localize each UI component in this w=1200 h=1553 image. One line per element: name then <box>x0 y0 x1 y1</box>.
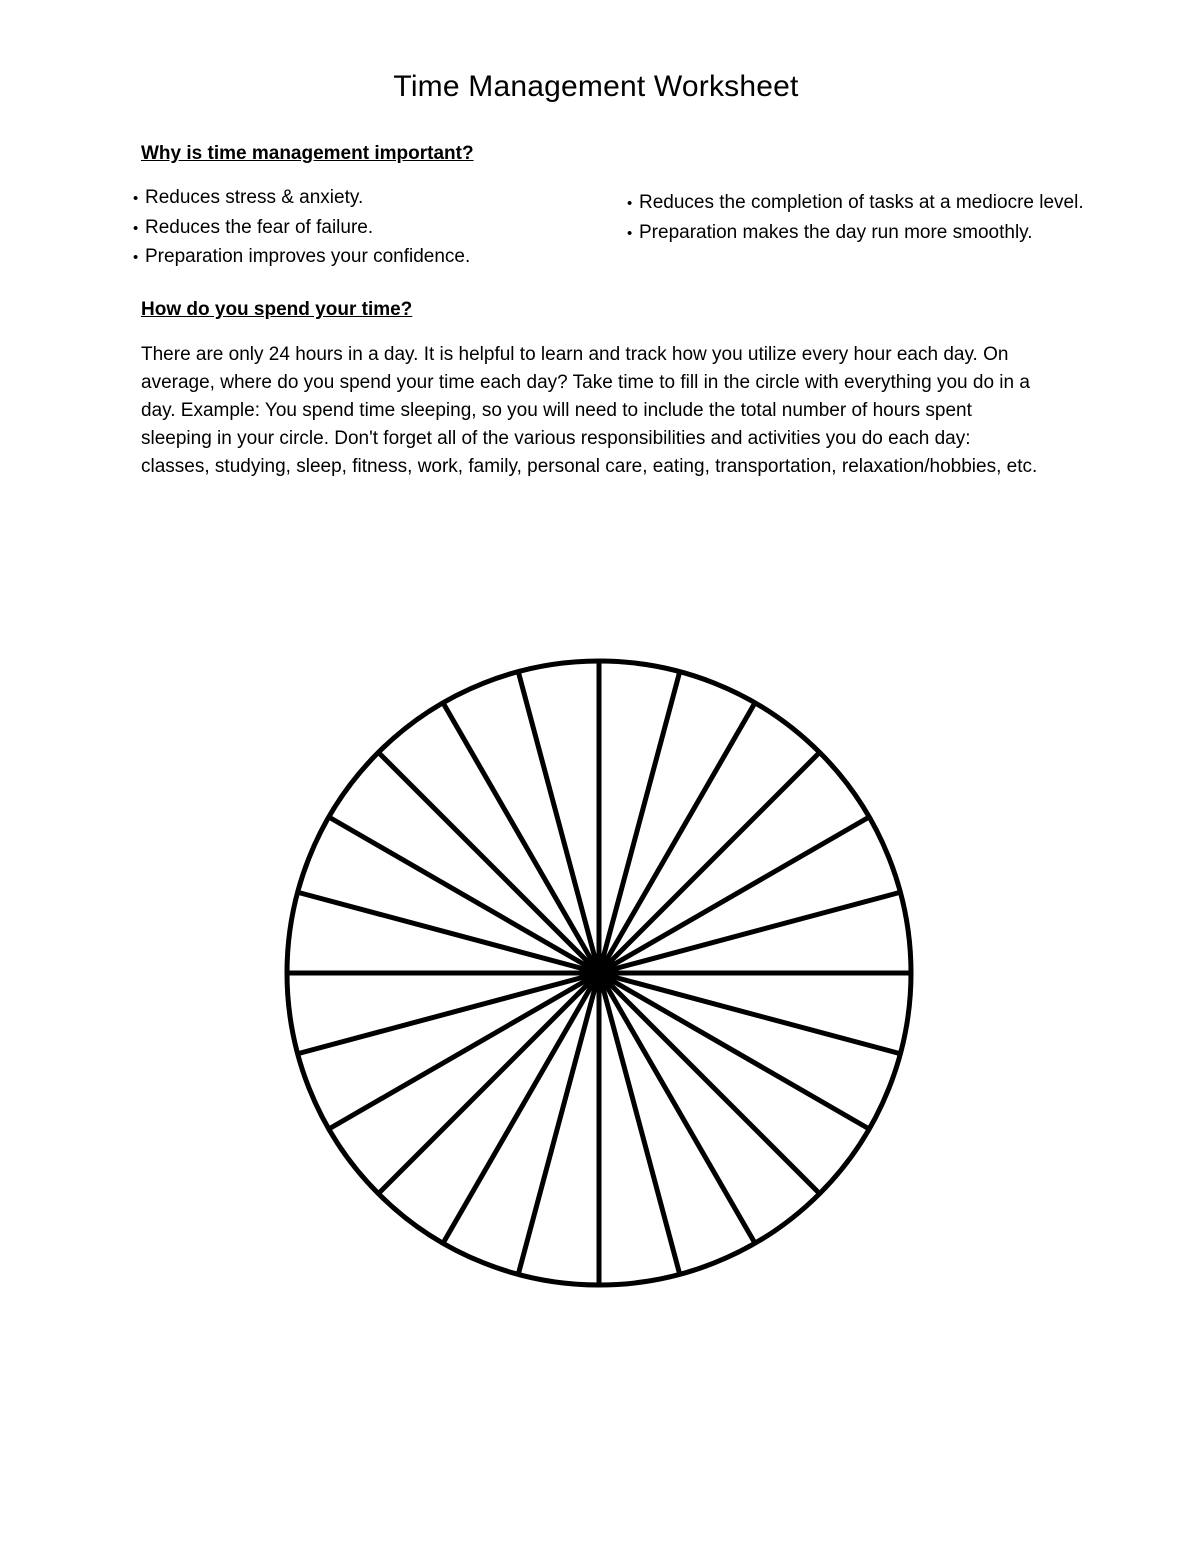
bullet-item: • Preparation makes the day run more smoothly. <box>627 219 1084 249</box>
bullet-item: • Reduces the completion of tasks at a mediocre level. <box>627 189 1084 219</box>
bullet-item: • Reduces the fear of failure. <box>133 214 470 244</box>
instructions-paragraph: There are only 24 hours in a day. It is helpful to learn and track how you utilize every hour each day. On average, where do you spend your time each day? Take time to fill in the circle with everything you do in a day. Example: You spend time sleeping, so you will need to include the total number of hours spent sleeping in your circle. Don't forget all of the various responsibilities and activities you do each day: classes, studying, sleep, fitness, work, family, personal care, eating, transportation, relaxation/hobbies, etc. <box>141 344 1038 477</box>
bullet-list-left <box>133 184 470 273</box>
page-title: Time Management Worksheet <box>393 70 799 103</box>
bullet-list-right <box>627 189 1084 248</box>
time-wheel-diagram[interactable] <box>278 652 920 1294</box>
bullet-item: • Reduces stress & anxiety. <box>133 184 470 214</box>
section-heading-why: Why is time management important? <box>141 143 474 164</box>
wheel-hub <box>589 963 609 983</box>
bullet-item: • Preparation improves your confidence. <box>133 243 470 273</box>
wheel-spokes <box>287 661 911 1285</box>
section-heading-how: How do you spend your time? <box>141 299 413 320</box>
